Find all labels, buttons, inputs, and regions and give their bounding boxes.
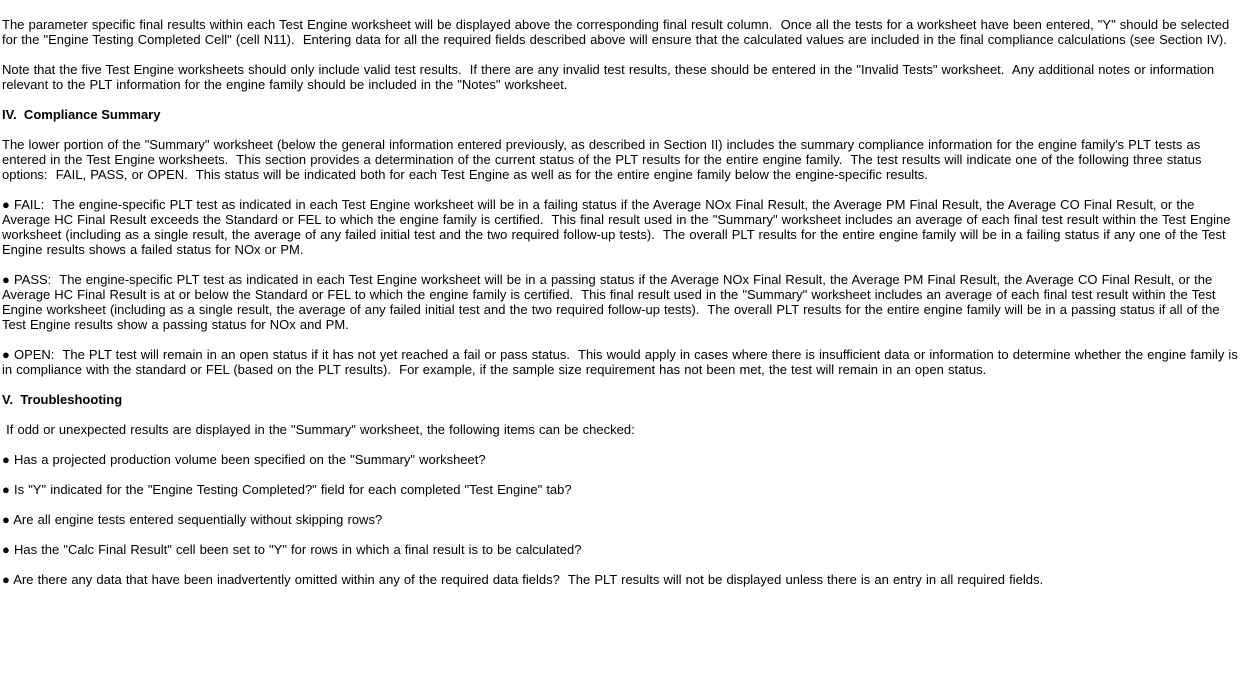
check-item-production-volume: ● Has a projected production volume been specified on the "Summary" worksheet? [2,452,486,467]
compliance-summary-intro: The lower portion of the "Summary" worksheet (below the general information entered previously, as described in Section II) includes the summary compliance information for the engine family's PLT tests as entered in the Test Engine worksheets. This section provides a determination of the current status of the PLT results for the entire engine family. The test results will indicate one of the following three status options: FAIL, PASS, or OPEN. This status will be indicated both for each Test Engine as well as for the entire engine family below the engine-specific results. [2,137,1206,182]
intro-paragraph-valid-tests: Note that the five Test Engine worksheets should only include valid test results. If there are any invalid test results, these should be entered in the "Invalid Tests" worksheet. Any additional notes or information relevant to the PLT information for the engine family should be included in the "Notes" worksheet. [2,62,1219,92]
check-item-sequential-tests: ● Are all engine tests entered sequentially without skipping rows? [2,512,383,527]
status-pass-bullet: ● PASS: The engine-specific PLT test as indicated in each Test Engine worksheet will be in a passing status if the Average NOx Final Result, the Average PM Final Result, the Average CO Final Result, or the Average HC Final Result is at or below the Standard or FEL to which the engine family is certified. This final result used in the "Summary" worksheet includes an average of each final test result within the Test Engine worksheet (including as a single result, the average of any failed initial test and the two required follow-up tests). The overall PLT results for the entire engine family will be in a passing status if all of the Test Engine results show a passing status for NOx and PM. [2,272,1224,332]
check-item-omitted-data: ● Are there any data that have been inadvertently omitted within any of the required data fields? The PLT results will not be displayed unless there is an entry in all required fields. [2,572,1044,587]
troubleshooting-intro: If odd or unexpected results are displayed in the "Summary" worksheet, the following items can be checked: [2,422,635,437]
status-fail-bullet: ● FAIL: The engine-specific PLT test as indicated in each Test Engine worksheet will be in a failing status if the Average NOx Final Result, the Average PM Final Result, the Average CO Final Result, or the Average HC Final Result exceeds the Standard or FEL to which the engine family is certified. This final result used in the "Summary" worksheet includes an average of each final test result within the Test Engine worksheet (including as a single result, the average of any failed initial test and the two required follow-up tests). The overall PLT results for the entire engine family will be in a failing status if any one of the Test Engine results shows a failed status for NOx or PM. [2,197,1235,257]
section-heading-compliance-summary: IV. Compliance Summary [2,107,161,122]
status-open-bullet: ● OPEN: The PLT test will remain in an open status if it has not yet reached a fail or pass status. This would apply in cases where there is insufficient data or information to determine whether the engine family is in compliance with the standard or FEL (based on the PLT results). For example, if the sample size requirement has not been met, the test will remain in an open status. [2,347,1242,377]
check-item-calc-final-result: ● Has the "Calc Final Result" cell been set to "Y" for rows in which a final result is to be calculated? [2,542,582,557]
intro-paragraph-final-results: The parameter specific final results within each Test Engine worksheet will be displayed above the corresponding final result column. Once all the tests for a worksheet have been entered, "Y" should be selected for the "Engine Testing Completed Cell" (cell N11). Entering data for all the required fields described above will ensure that the calculated values are included in the final compliance calculations (see Section IV). [2,17,1234,47]
section-heading-troubleshooting: V. Troubleshooting [2,392,123,407]
check-item-testing-completed: ● Is "Y" indicated for the "Engine Testing Completed?" field for each completed "Test Engine" tab? [2,482,572,497]
